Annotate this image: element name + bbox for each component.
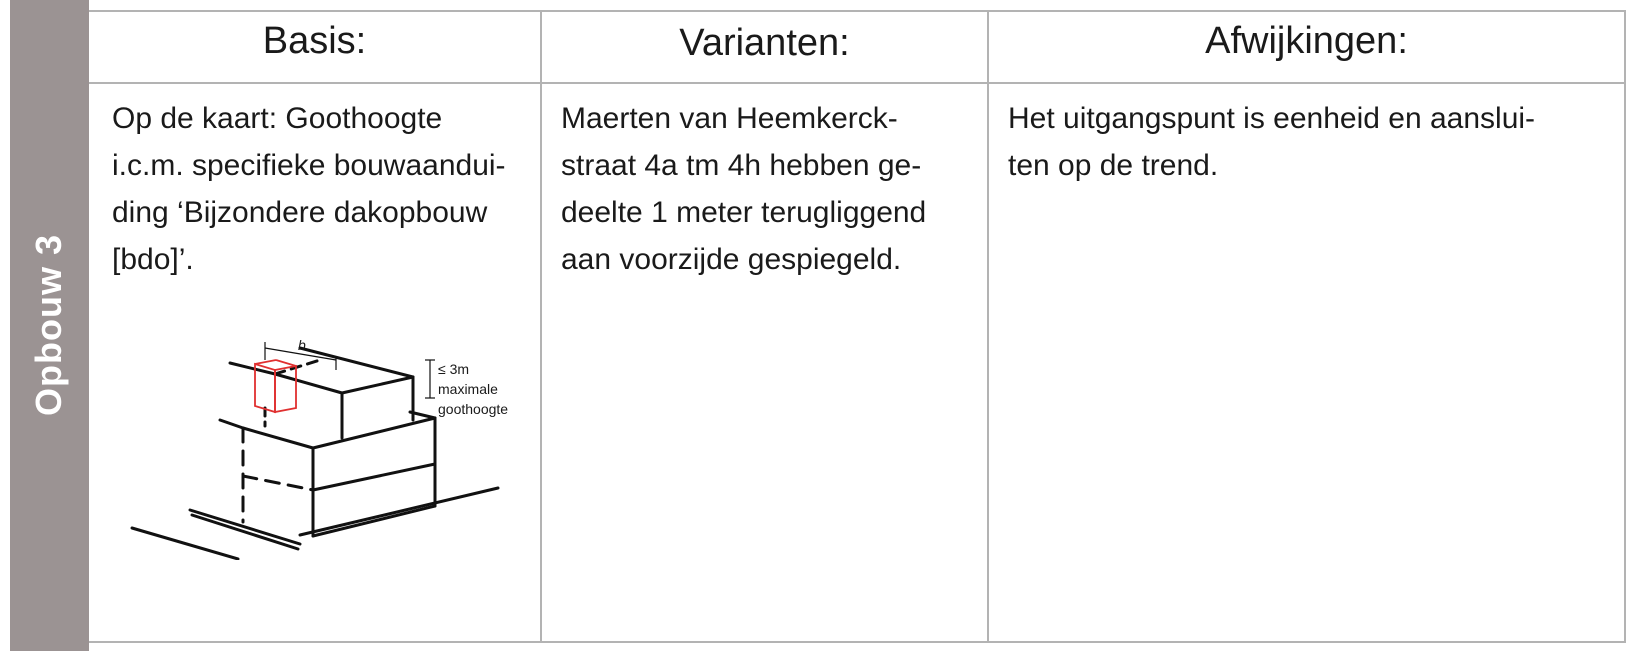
table-right-border (1624, 10, 1626, 643)
dimension-b-label: b (298, 337, 306, 353)
varianten-text: Maerten van Heemkerck- straat 4a tm 4h hebben ge- deelte 1 meter terugliggend aan voorzijde gespiegeld. (561, 102, 927, 276)
basis-text: Op de kaart: Goothoogte i.c.m. specifieke bouwaandui- ding ‘Bijzondere dakopbouw [bdo]’. (112, 102, 506, 276)
column-header-basis: Basis: (262, 20, 367, 62)
column-header-afwijkingen: Afwijkingen: (1205, 20, 1408, 62)
section-label: Opbouw 3 (28, 234, 69, 416)
table-bottom-border (89, 641, 1626, 643)
column-header-varianten: Varianten: (679, 22, 850, 64)
afwijkingen-text: Het uitgangspunt is eenheid en aanslui- ten op de trend. (1008, 102, 1536, 182)
table-top-border (89, 10, 1626, 12)
header-divider (89, 82, 1626, 84)
caption-line-1: maximale (438, 381, 498, 397)
column-divider-2 (987, 10, 989, 643)
caption-line-2: goothoogte (438, 401, 509, 417)
height-limit-label: ≤ 3m (438, 361, 470, 377)
building-diagram (120, 330, 550, 560)
